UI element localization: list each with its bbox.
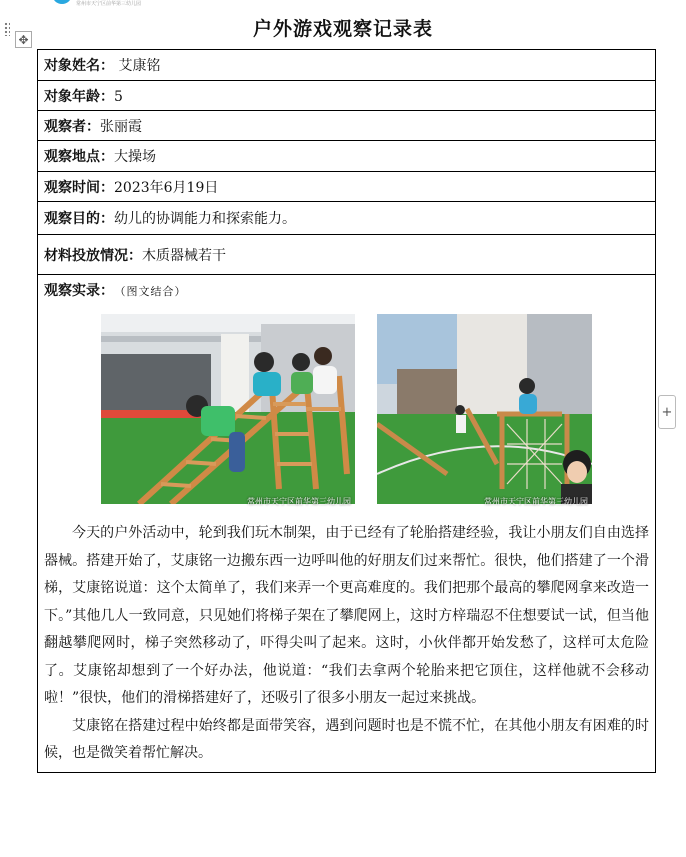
row-observer bbox=[38, 111, 656, 141]
row-name bbox=[38, 50, 656, 81]
photo1-caption: 常州市天宁区前华第三幼儿园 bbox=[247, 497, 351, 506]
place-label: 观察地点： bbox=[44, 149, 114, 165]
photo-row bbox=[44, 314, 649, 508]
row-age bbox=[38, 81, 656, 111]
age-value: 5 bbox=[114, 88, 123, 105]
row-place bbox=[38, 141, 656, 172]
add-column-icon[interactable]: + bbox=[658, 395, 676, 429]
name-value: 艾康铭 bbox=[114, 58, 161, 74]
age-label: 对象年龄： bbox=[44, 88, 114, 105]
narrative-paragraph-2: 艾康铭在搭建过程中始终都是面带笑容，遇到问题时也是不慌不忙，在其他小朋友有困难的时候，也是微笑着帮忙解决。 bbox=[44, 717, 649, 761]
photo2-caption: 常州市天宁区前华第三幼儿园 bbox=[484, 497, 588, 506]
time-label: 观察时间： bbox=[44, 179, 114, 196]
row-time bbox=[38, 172, 656, 202]
record-label: 观察实录： bbox=[44, 283, 114, 299]
narrative-paragraph-1: 今天的户外活动中，轮到我们玩木制架，由于已经有了轮胎搭建经验，我让小朋友们自由选择器械。搭建开始了，艾康铭一边搬东西一边呼叫他的好朋友们过来帮忙。很快，他们搭建了一个滑梯，艾康铭说道：这个太简单了，我们来弄一个更高难度的。我们把那个最高的攀爬网拿来改造一下。”其他几人一致同意，只见她们将梯子架在了攀爬网上，这时方梓瑞忍不住想要试一试，但当他翻越攀爬网时，梯子突然移动了，吓得尖叫了起来。这时，小伙伴都开始发愁了，这样可太危险了。艾康铭却想到了一个好办法，他说道：“我们去拿两个轮胎来把它顶住，这样他就不会移动啦！”很快，他们的滑梯搭建好了，还吸引了很多小朋友一起过来挑战。 bbox=[44, 525, 649, 706]
purpose-value: 幼儿的协调能力和探索能力。 bbox=[114, 211, 296, 227]
purpose-label: 观察目的： bbox=[44, 211, 114, 227]
materials-value: 木质器械若干 bbox=[142, 247, 226, 264]
name-label: 对象姓名： bbox=[44, 58, 114, 74]
observer-label: 观察者： bbox=[44, 118, 100, 135]
record-hint: （图文结合） bbox=[120, 285, 187, 298]
photo-ladder-climb bbox=[101, 314, 355, 508]
row-record bbox=[38, 275, 656, 773]
logo-icon bbox=[52, 0, 72, 4]
row-materials bbox=[38, 235, 656, 275]
observer-value: 张丽霞 bbox=[100, 118, 142, 135]
row-purpose bbox=[38, 202, 656, 235]
place-value: 大操场 bbox=[114, 149, 156, 165]
table-move-handle-icon[interactable]: ✥ bbox=[15, 31, 32, 48]
photo-climbing-net bbox=[377, 314, 592, 508]
logo-text: 常州市天宁区前华第三幼儿园 bbox=[76, 1, 142, 7]
materials-label: 材料投放情况： bbox=[44, 247, 142, 264]
time-value: 2023年6月19日 bbox=[114, 179, 219, 196]
page-title: 户外游戏观察记录表 bbox=[252, 18, 433, 40]
record-table bbox=[37, 49, 656, 773]
